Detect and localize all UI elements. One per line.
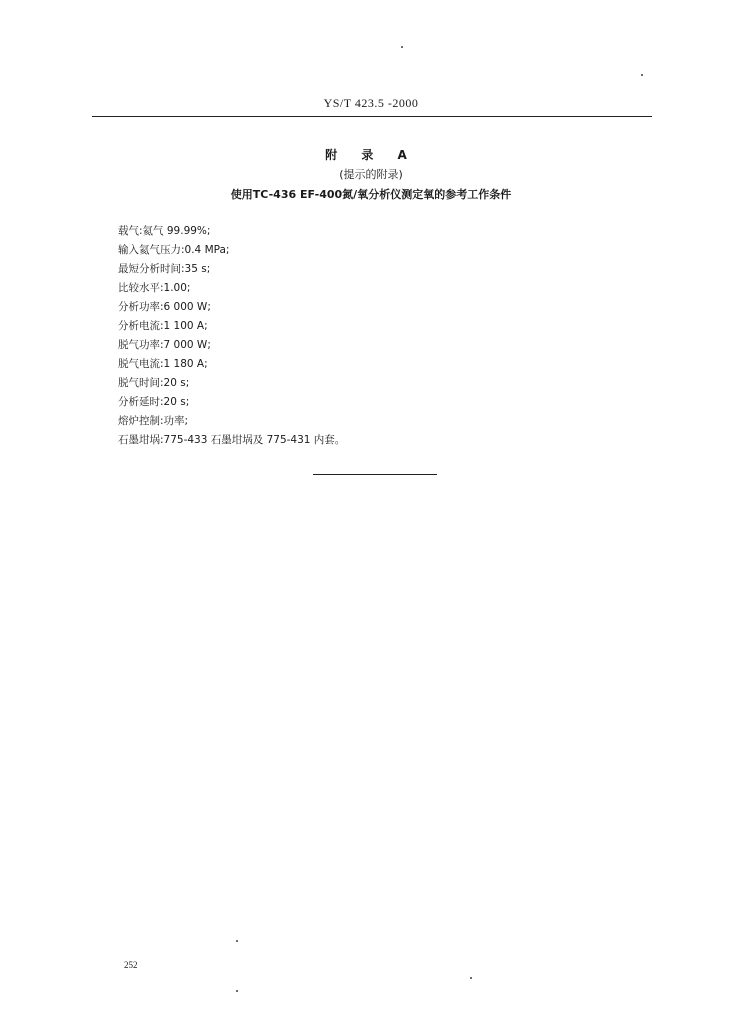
condition-min-analysis-time: 最短分析时间:35 s; xyxy=(118,263,211,275)
scan-speck xyxy=(236,940,238,942)
scan-speck xyxy=(236,990,238,992)
condition-degas-power: 脱气功率:7 000 W; xyxy=(118,339,211,351)
scan-speck xyxy=(641,74,643,76)
appendix-heading: 使用TC-436 EF-400氮/氧分析仪测定氧的参考工作条件 xyxy=(230,188,512,201)
conditions-list xyxy=(118,222,345,450)
appendix-subtitle: (提示的附录) xyxy=(339,168,403,181)
condition-degas-time: 脱气时间:20 s; xyxy=(118,377,190,389)
scan-speck xyxy=(470,977,472,979)
condition-analysis-power: 分析功率:6 000 W; xyxy=(118,301,211,313)
condition-input-pressure: 输入氦气压力:0.4 MPa; xyxy=(118,244,230,256)
condition-comparison-level: 比较水平:1.00; xyxy=(118,282,191,294)
condition-degas-current: 脱气电流:1 180 A; xyxy=(118,358,208,370)
condition-carrier-gas: 载气:氦气 99.99%; xyxy=(118,225,211,237)
scan-speck xyxy=(401,46,403,48)
condition-analysis-delay: 分析延时:20 s; xyxy=(118,396,190,408)
header-rule xyxy=(92,116,652,117)
condition-furnace-control: 熔炉控制:功率; xyxy=(118,415,189,427)
end-rule xyxy=(313,474,437,475)
page-number: 252 xyxy=(124,960,138,970)
condition-graphite-crucible: 石墨坩埚:775-433 石墨坩埚及 775-431 内套。 xyxy=(118,434,346,446)
condition-analysis-current: 分析电流:1 100 A; xyxy=(118,320,208,332)
appendix-title: 附 录 A xyxy=(325,148,417,162)
page-header: YS/T 423.5 -2000 xyxy=(323,96,419,110)
